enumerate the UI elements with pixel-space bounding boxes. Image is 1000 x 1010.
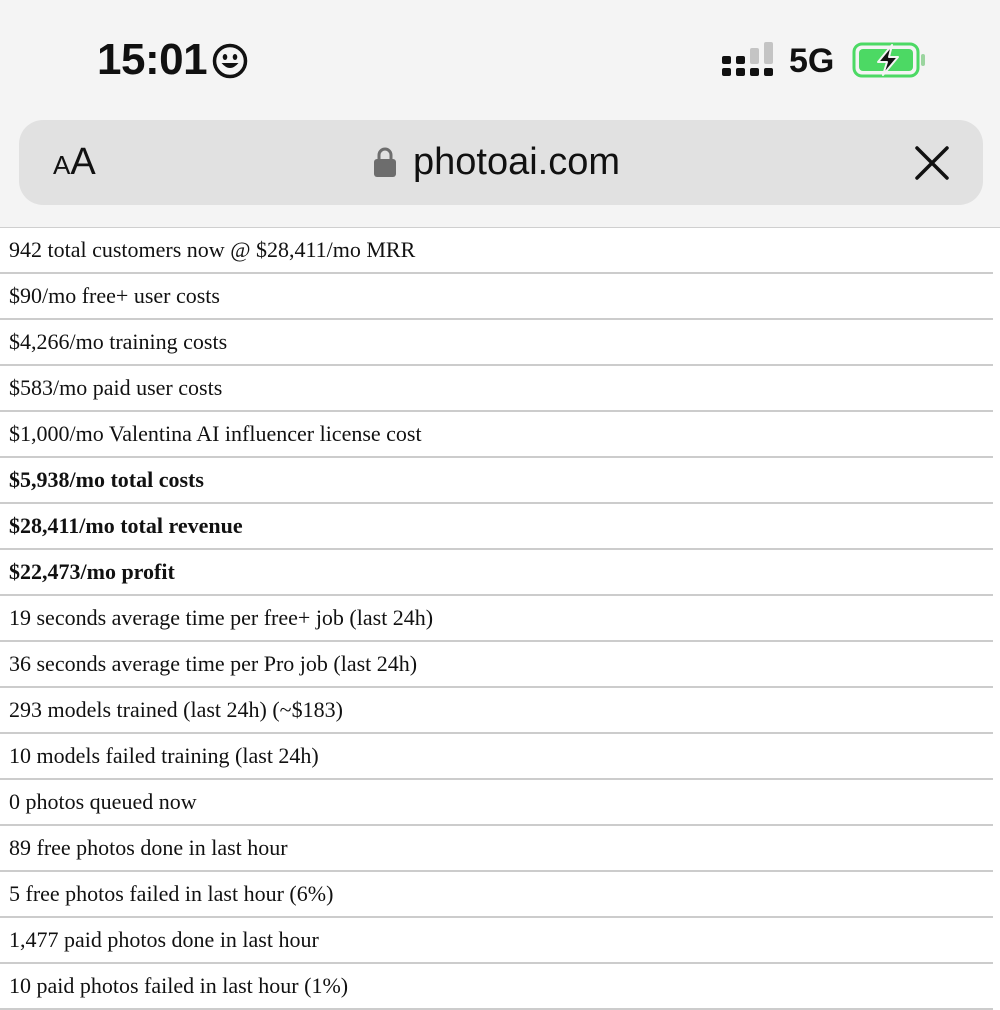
stat-row: $4,266/mo training costs bbox=[0, 320, 993, 366]
stat-row: 10 paid photos failed in last hour (1%) bbox=[0, 964, 993, 1010]
text-size-small-label: A bbox=[53, 150, 71, 180]
text-size-large-label: A bbox=[70, 141, 96, 183]
stat-row: 89 free photos done in last hour bbox=[0, 826, 993, 872]
stat-row: $1,000/mo Valentina AI influencer license cost bbox=[0, 412, 993, 458]
status-bar bbox=[0, 0, 1000, 110]
stat-row: $5,938/mo total costs bbox=[0, 458, 993, 504]
stat-row: 5 free photos failed in last hour (6%) bbox=[0, 872, 993, 918]
stat-row: $22,473/mo profit bbox=[0, 550, 993, 596]
stat-row: 293 models trained (last 24h) (~$183) bbox=[0, 688, 993, 734]
stat-row: 0 photos queued now bbox=[0, 780, 993, 826]
stats-list bbox=[0, 228, 993, 1010]
address-bar[interactable] bbox=[19, 120, 983, 205]
cellular-signal-icon bbox=[720, 40, 776, 78]
browser-chrome bbox=[0, 0, 1000, 228]
stat-row: $583/mo paid user costs bbox=[0, 366, 993, 412]
page-edge bbox=[993, 228, 1000, 1000]
network-type: 5G bbox=[789, 42, 835, 80]
stat-row: 10 models failed training (last 24h) bbox=[0, 734, 993, 780]
stat-row: 19 seconds average time per free+ job (last 24h) bbox=[0, 596, 993, 642]
url-text[interactable]: photoai.com bbox=[413, 141, 621, 183]
stat-row: 942 total customers now @ $28,411/mo MRR bbox=[0, 228, 993, 274]
status-time: 15:01 bbox=[97, 35, 208, 84]
stat-row: 36 seconds average time per Pro job (last 24h) bbox=[0, 642, 993, 688]
text-size-button[interactable] bbox=[53, 136, 96, 188]
battery-charging-icon bbox=[852, 42, 928, 78]
lock-icon bbox=[373, 146, 397, 178]
stat-row: $90/mo free+ user costs bbox=[0, 274, 993, 320]
close-icon[interactable] bbox=[911, 142, 953, 184]
smiley-face-icon bbox=[212, 43, 248, 79]
stat-row: 1,477 paid photos done in last hour bbox=[0, 918, 993, 964]
stat-row: $28,411/mo total revenue bbox=[0, 504, 993, 550]
